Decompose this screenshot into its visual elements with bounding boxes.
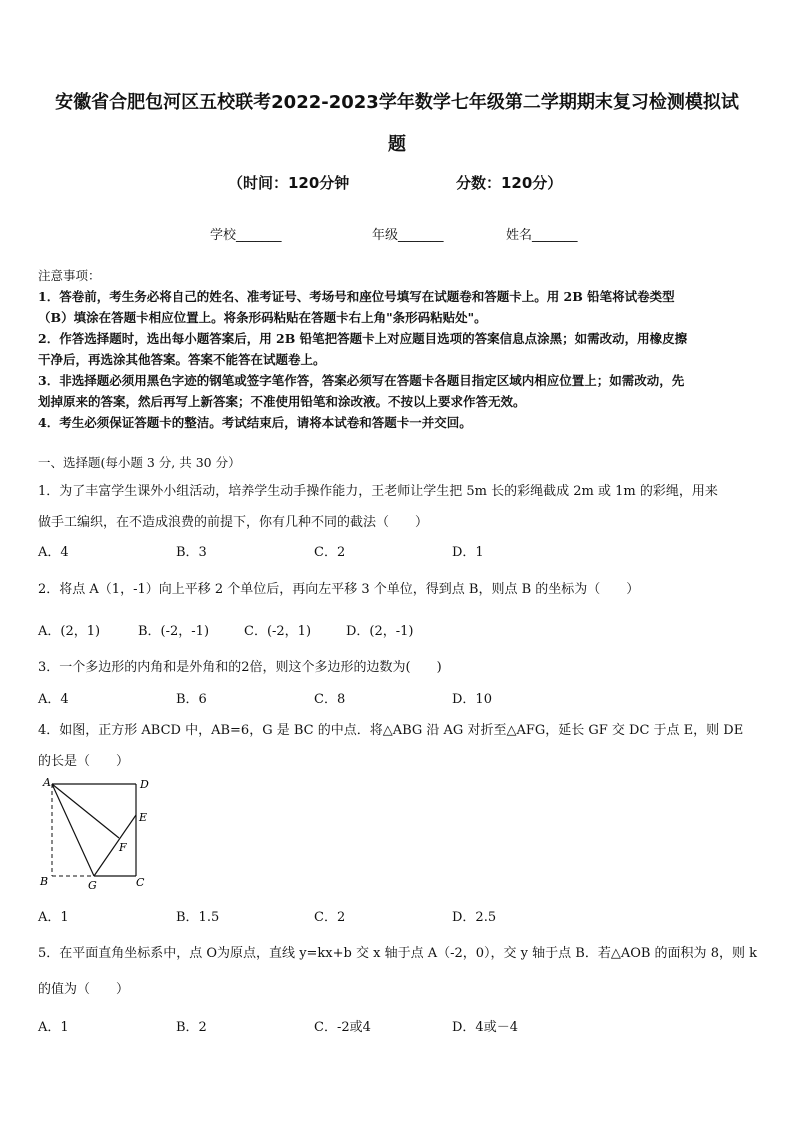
exam-title-line2: 题 [388,134,406,155]
name-field: 姓名_______ [506,228,578,243]
question-1-line2: 做手工编织，在不造成浪费的前提下，你有几种不同的截法（ ） [38,515,429,530]
q1-option-a: A．4 [38,545,69,560]
question-5-line1: 5．在平面直角坐标系中，点 O为原点，直线 y=kx+b 交 x 轴于点 A（-2，0），交 y 轴于点 B．若△AOB 的面积为 8，则 k [38,946,757,961]
label-g: G [88,879,97,892]
note-line: 2．作答选择题时，选出每小题答案后，用 2B 铅笔把答题卡上对应题目选项的答案信息点涂黑；如需改动，用橡皮擦 [38,331,688,346]
q4-option-d: D．2.5 [452,910,497,925]
label-f: F [119,841,127,854]
q4-option-c: C．2 [314,910,346,925]
q2-option-a: A．(2，1) [38,624,101,639]
section-heading: 一、选择题(每小题 3 分, 共 30 分） [38,455,241,470]
grade-field: 年级_______ [372,228,444,243]
square-figure [34,774,164,894]
label-e: E [139,811,148,824]
q3-option-a: A．4 [38,692,69,707]
q5-option-a: A．1 [38,1020,69,1035]
q3-option-c: C．8 [314,692,346,707]
segment-af [52,784,119,838]
label-c: C [136,876,145,889]
q3-option-d: D．10 [452,692,492,707]
note-line: 4．考生必须保证答题卡的整洁。考试结束后，请将本试卷和答题卡一并交回。 [38,415,472,430]
question-4-line2: 的长是（ ） [38,754,130,769]
label-a: A [43,776,51,789]
label-b: B [40,875,49,888]
note-line: 划掉原来的答案，然后再写上新答案；不准使用铅笔和涂改液。不按以上要求作答无效。 [38,394,526,409]
q2-option-c: C．(-2，1) [244,624,312,639]
q3-option-b: B．6 [176,692,207,707]
question-1-line1: 1．为了丰富学生课外小组活动，培养学生动手操作能力，王老师让学生把 5m 长的彩绳截成 2m 或 1m 的彩绳，用来 [38,484,718,499]
q5-option-c: C．-2或4 [314,1020,371,1035]
q1-option-d: D．1 [452,545,484,560]
exam-time: （时间：120分钟 [228,174,350,192]
q2-option-d: D．(2，-1) [346,624,414,639]
note-line: 3．非选择题必须用黑色字迹的钢笔或签字笔作答，答案必须写在答题卡各题目指定区域内相应位置上；如需改动，先 [38,373,685,388]
notes-heading: 注意事项： [38,268,101,283]
question-5-line2: 的值为（ ） [38,982,130,997]
note-line: 1．答卷前，考生务必将自己的姓名、准考证号、考场号和座位号填写在试题卷和答题卡上。用 2B 铅笔将试卷类型 [38,289,675,304]
note-line: 干净后，再选涂其他答案。答案不能答在试题卷上。 [38,352,326,367]
question-2-line1: 2．将点 A（1，-1）向上平移 2 个单位后，再向左平移 3 个单位，得到点 B，则点 B 的坐标为（ ） [38,582,640,597]
note-line: （B）填涂在答题卡相应位置上。将条形码粘贴在答题卡右上角"条形码粘贴处"。 [38,310,487,325]
q5-option-b: B．2 [176,1020,207,1035]
segment-ge [94,815,136,876]
q5-option-d: D．4或－4 [452,1020,518,1035]
q4-option-a: A．1 [38,910,69,925]
school-field: 学校_______ [210,228,282,243]
question-4-line1: 4．如图，正方形 ABCD 中，AB=6，G 是 BC 的中点．将△ABG 沿 AG 对折至△AFG，延长 GF 交 DC 于点 E，则 DE [38,723,744,738]
question-3-line1: 3．一个多边形的内角和是外角和的2倍，则这个多边形的边数为( ) [38,660,442,675]
label-d: D [140,778,149,791]
q2-option-b: B．(-2，-1) [138,624,210,639]
q1-option-b: B．3 [176,545,207,560]
segment-ag [52,784,94,876]
exam-score: 分数：120分） [456,174,563,192]
exam-title-line1: 安徽省合肥包河区五校联考2022-2023学年数学七年级第二学期期末复习检测模拟试 [55,92,739,113]
q1-option-c: C．2 [314,545,346,560]
q4-option-b: B．1.5 [176,910,220,925]
